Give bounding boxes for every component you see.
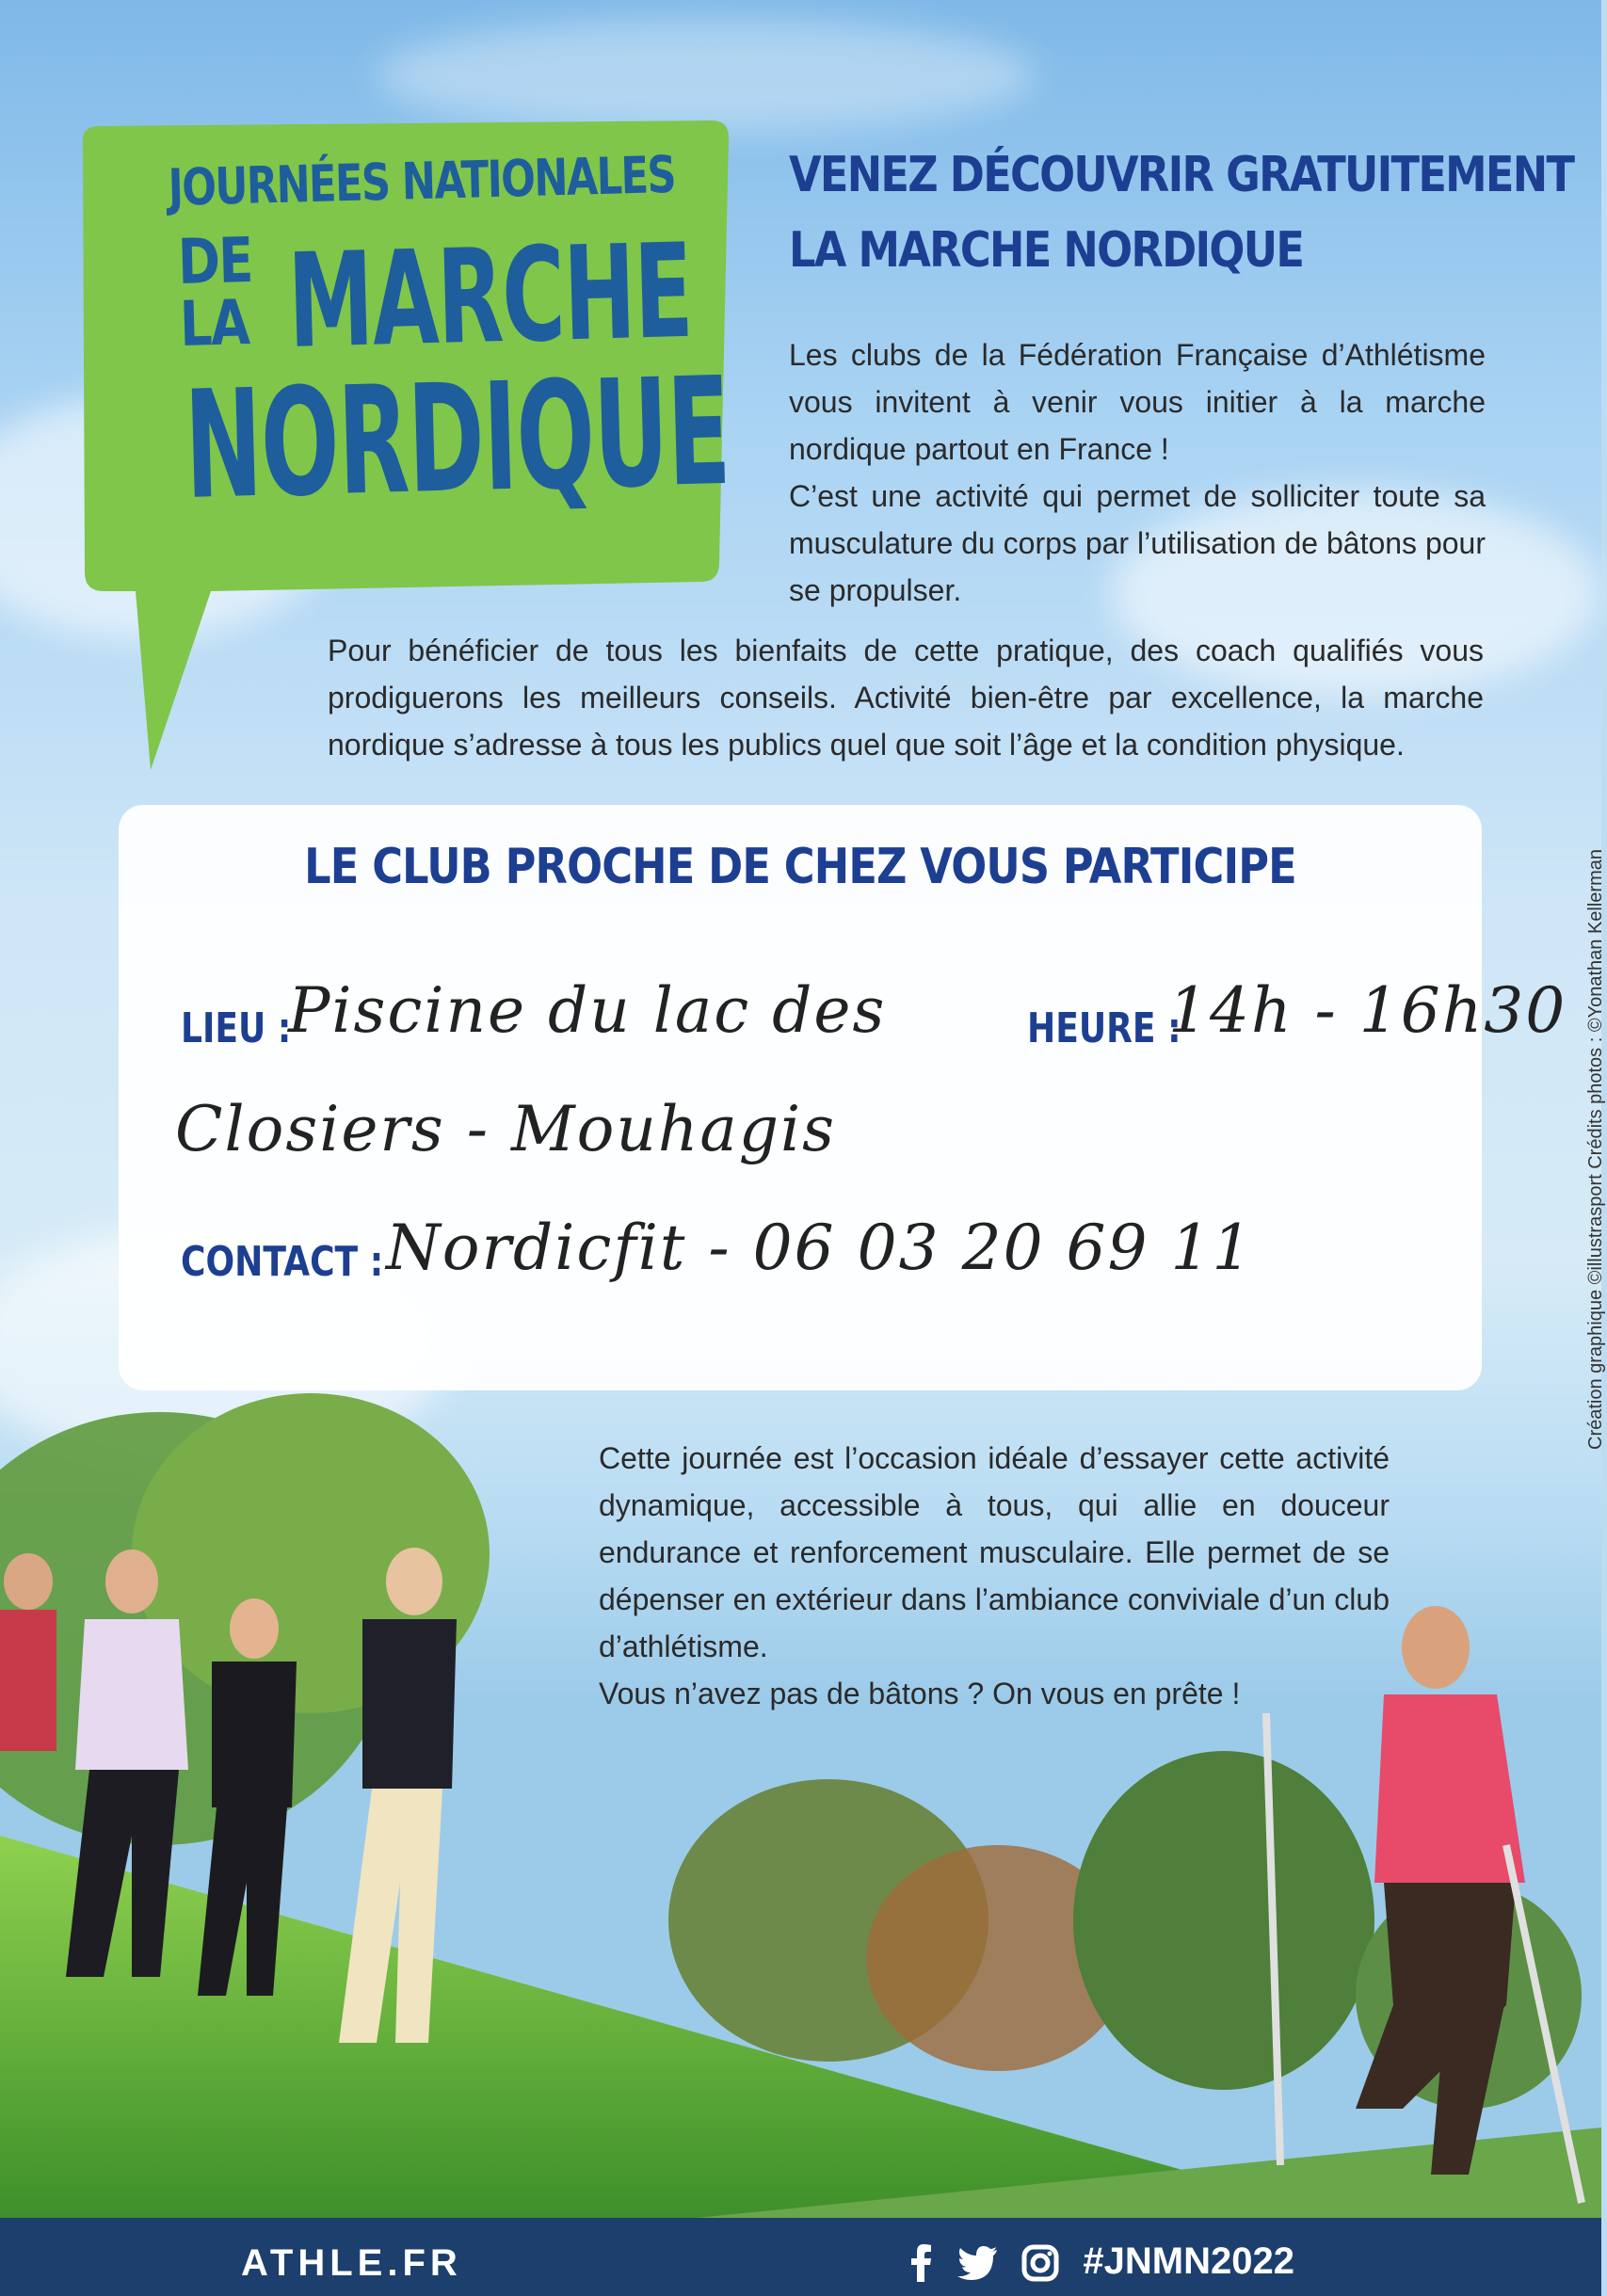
headline-line-1: VENEZ DÉCOUVRIR GRATUITEMENT xyxy=(789,147,1574,203)
heure-handwritten: 14h - 16h30 xyxy=(1168,974,1567,1047)
closing-paragraph: Cette journée est l’occasion idéale d’essayer cette activité dynamique, accessible à tous, qui allie en douceur endurance et renforcement musculaire. Elle permet de se dépenser en extérieur dans l’ambiance conviviale d’un club d’athlétisme. xyxy=(599,1441,1390,1663)
cloud xyxy=(377,19,1036,132)
intro-text xyxy=(789,331,1486,614)
contact-handwritten: Nordicfit - 06 03 20 69 11 xyxy=(386,1212,1254,1284)
lieu-handwritten-1: Piscine du lac des xyxy=(288,974,887,1047)
footer-bar xyxy=(0,2218,1601,2296)
lieu-label: LIEU : xyxy=(181,1004,292,1052)
website-link[interactable]: ATHLE.FR xyxy=(241,2242,462,2284)
card-title: LE CLUB PROCHE DE CHEZ VOUS PARTICIPE xyxy=(304,839,1296,895)
logo-line-la: LA xyxy=(179,286,250,361)
closing-paragraph: Vous n’avez pas de bâtons ? On vous en prête ! xyxy=(599,1677,1241,1710)
logo-line-nordique: NORDIQUE xyxy=(183,345,731,533)
logo-line-journees: JOURNÉES NATIONALES xyxy=(168,144,676,217)
intro-paragraph: C’est une activité qui permet de solliciter toute sa musculature du corps par l’utilisation de bâtons pour se propulser. xyxy=(789,479,1486,607)
contact-label: CONTACT : xyxy=(181,1238,384,1286)
facebook-icon[interactable] xyxy=(908,2240,933,2283)
logo-line-marche: MARCHE xyxy=(286,215,694,377)
instagram-icon[interactable] xyxy=(1021,2240,1059,2283)
logo-line-de: DE xyxy=(177,223,253,298)
hashtag-label[interactable]: #JNMN2022 xyxy=(1083,2240,1294,2282)
intro-paragraph: Les clubs de la Fédération Française d’Athlétisme vous invitent à venir vous initier à la marche nordique partout en France ! xyxy=(789,338,1486,466)
social-links xyxy=(908,2239,1308,2283)
club-info-card xyxy=(119,805,1567,1390)
lieu-handwritten-2: Closiers - Mouhagis xyxy=(175,1093,836,1165)
headline-line-2: LA MARCHE NORDIQUE xyxy=(789,222,1304,279)
twitter-icon[interactable] xyxy=(956,2240,998,2283)
heure-label: HEURE : xyxy=(1027,1004,1181,1052)
photo-credits: Création graphique ©illustrasport Crédits photos : ©Yonathan Kellerman xyxy=(1585,849,1606,1450)
benefits-paragraph: Pour bénéficier de tous les bienfaits de cette pratique, des coach qualifiés vous prodiguerons les meilleurs conseils. Activité bien-être par excellence, la marche nordique s’adresse à tous les publics quel que soit l’âge et la condition physique. xyxy=(328,634,1484,762)
benefits-text xyxy=(328,627,1484,768)
closing-text xyxy=(599,1435,1390,1717)
